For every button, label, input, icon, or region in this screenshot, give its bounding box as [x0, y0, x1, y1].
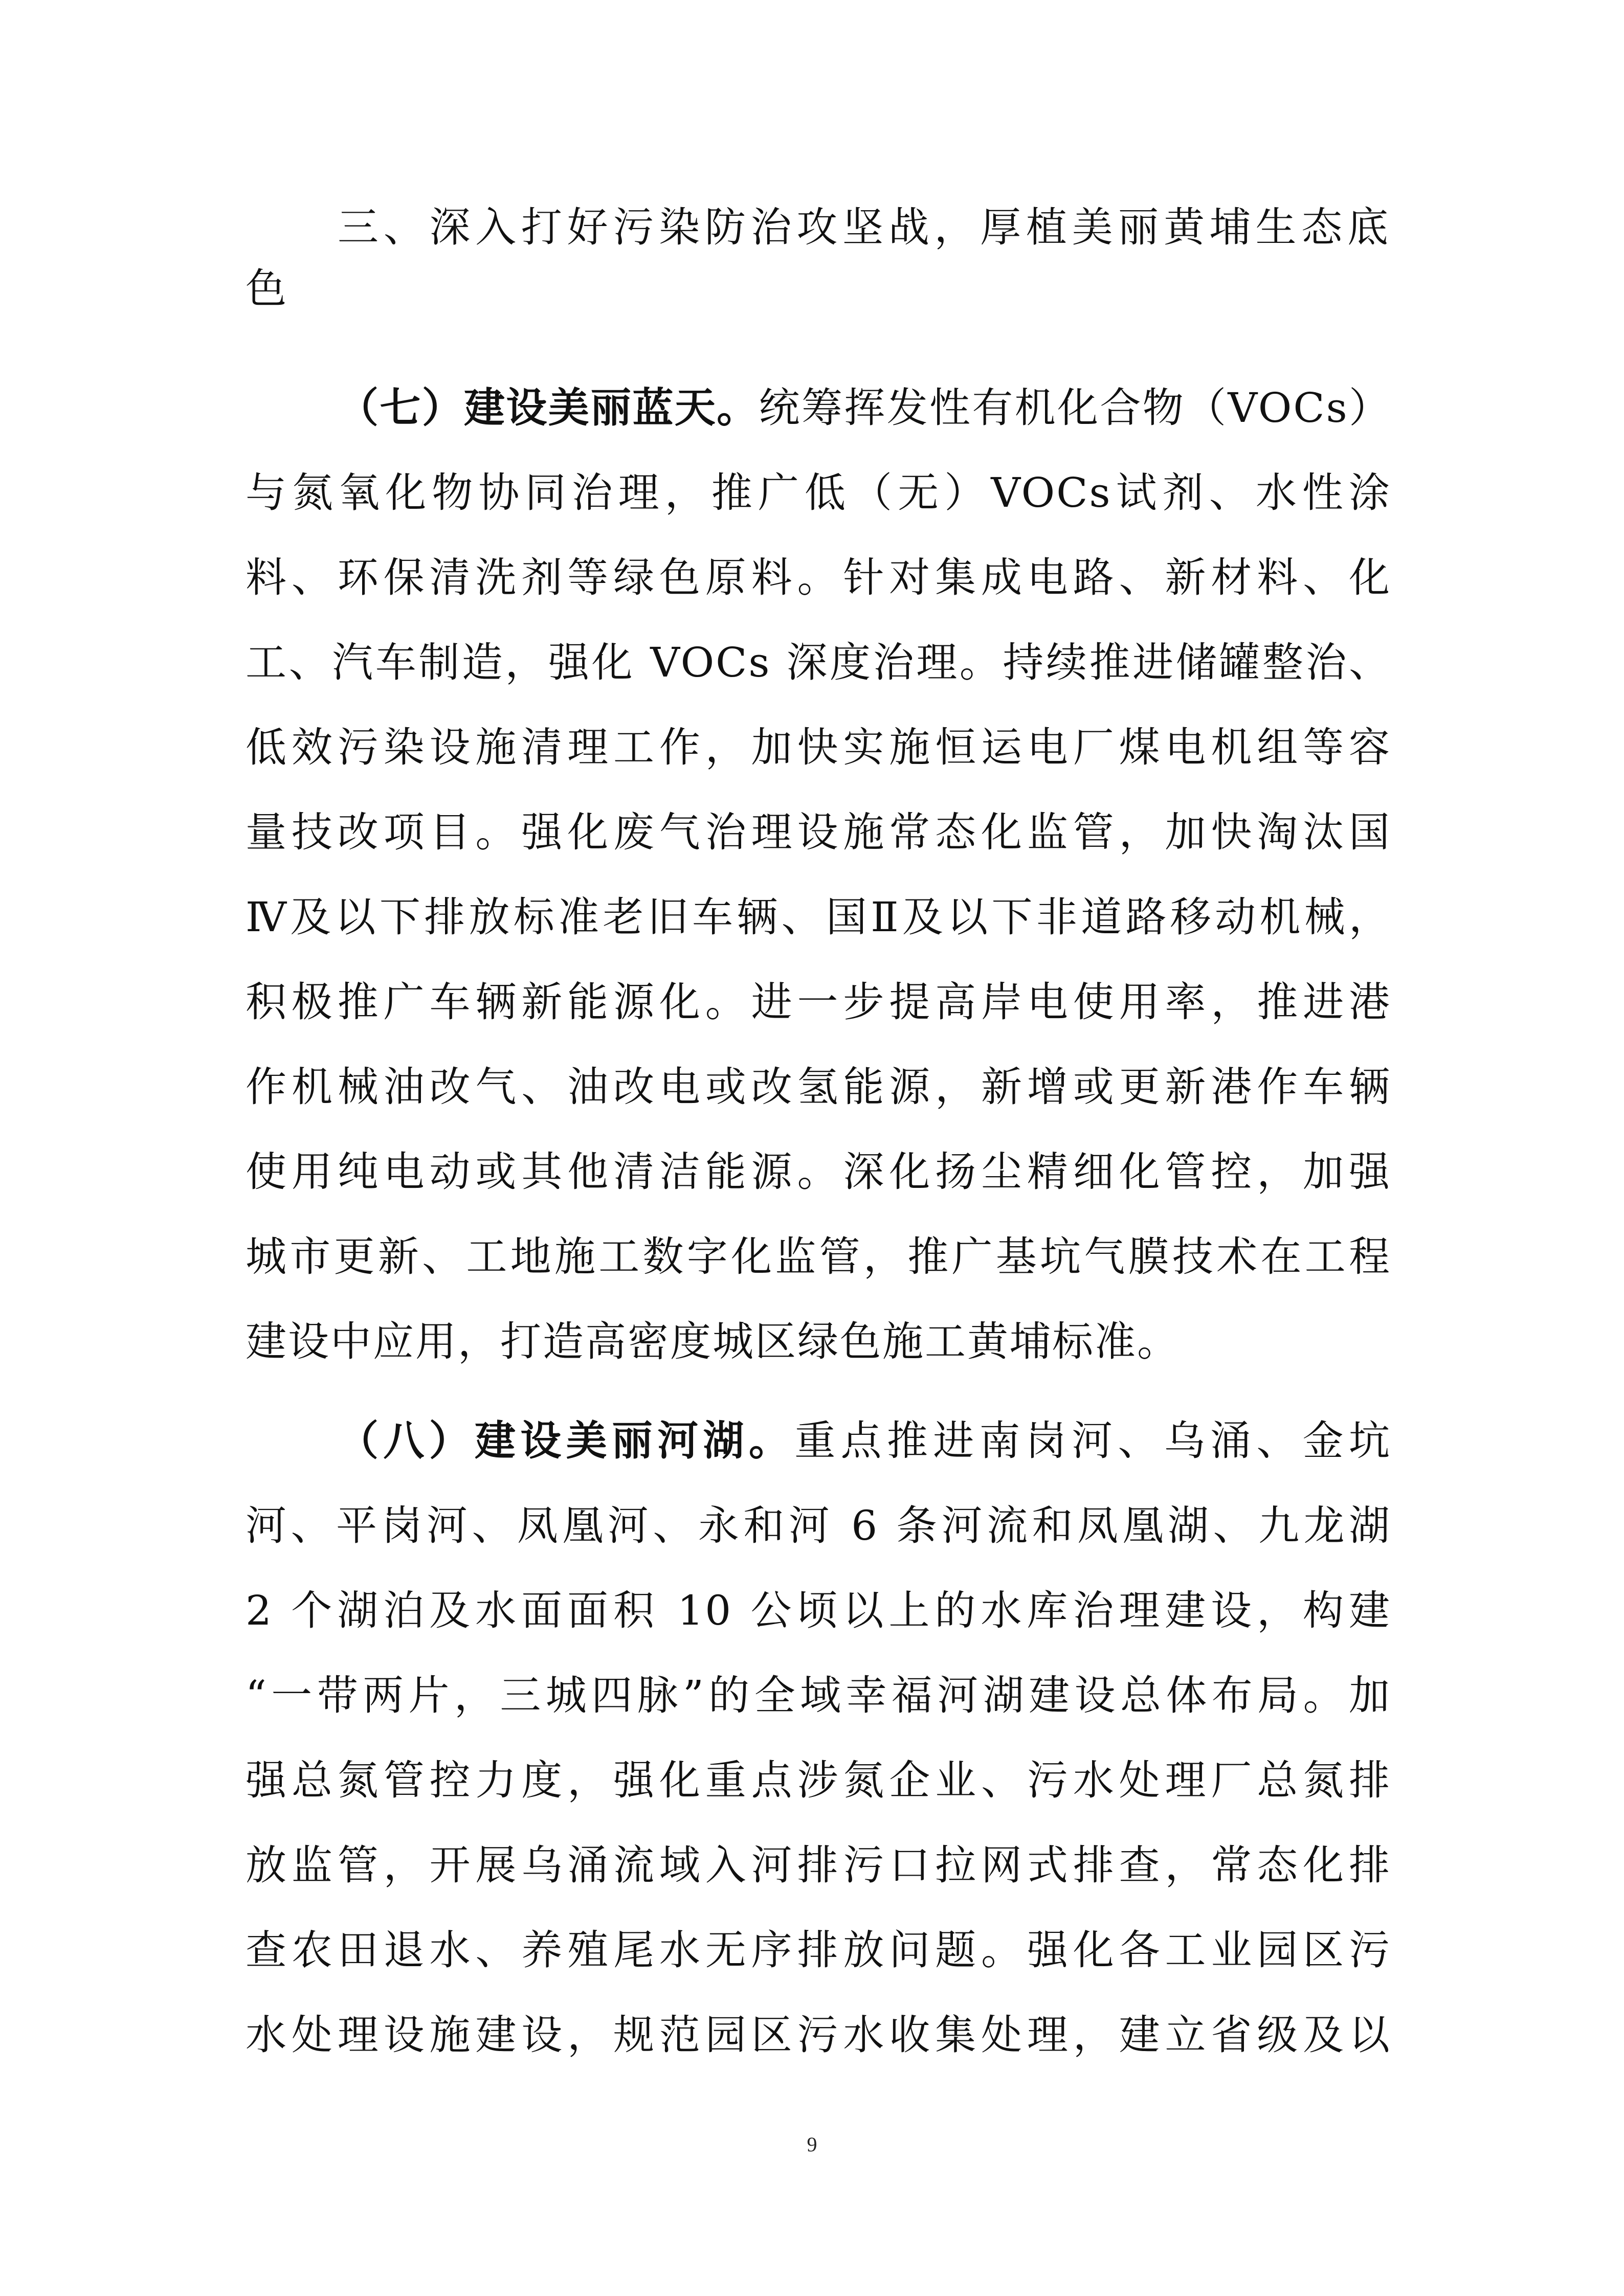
paragraph-line-text: 统筹挥发性有机化合物（VOCs）: [759, 384, 1392, 432]
paragraph-lead-title: （八）建设美丽河湖。: [338, 1417, 795, 1465]
paragraph-line: 水处理设施建设，规范园区污水收集处理，建立省级及以: [246, 2011, 1391, 2059]
paragraph-line: 与氮氧化物协同治理，推广低（无）VOCs试剂、水性涂: [246, 469, 1391, 516]
paragraph-line: [246, 1399, 1391, 1483]
paragraph-line: 查农田退水、养殖尾水无序排放问题。强化各工业园区污: [246, 1926, 1391, 1974]
paragraph-line: [246, 366, 1391, 451]
section-heading-line-1: 三、深入打好污染防治攻坚战，厚植美丽黄埔生态底: [338, 204, 1391, 251]
paragraph-lead-title: （七）建设美丽蓝天。: [338, 384, 759, 432]
paragraph-line: 放监管，开展乌涌流域入河排污口拉网式排查，常态化排: [246, 1841, 1391, 1889]
paragraph-line: 城市更新、工地施工数字化监管，推广基坑气膜技术在工程: [246, 1233, 1391, 1280]
paragraph-line: 积极推广车辆新能源化。进一步提高岸电使用率，推进港: [246, 978, 1391, 1026]
paragraph-line: 作机械油改气、油改电或改氢能源，新增或更新港作车辆: [246, 1063, 1391, 1111]
page-number: 9: [807, 2133, 817, 2156]
paragraph-line-text: 重点推进南岗河、乌涌、金坑: [794, 1417, 1392, 1465]
paragraph-line: 低效污染设施清理工作，加快实施恒运电厂煤电机组等容: [246, 724, 1391, 771]
section-heading: [246, 197, 1391, 320]
paragraph-line: 量技改项目。强化废气治理设施常态化监管，加快淘汰国: [246, 808, 1391, 856]
paragraph-line: 强总氮管控力度，强化重点涉氮企业、污水处理厂总氮排: [246, 1757, 1391, 1804]
section-heading-line-2: 色: [246, 265, 290, 312]
paragraph-line: 建设中应用，打造高密度城区绿色施工黄埔标准。: [246, 1318, 1180, 1365]
paragraph-line: Ⅳ及以下排放标准老旧车辆、国Ⅱ及以下非道路移动机械，: [246, 893, 1391, 941]
paragraph-line: 2 个湖泊及水面面积 10 公顷以上的水库治理建设，构建: [246, 1587, 1391, 1634]
paragraph-line: “一带两片，三城四脉”的全域幸福河湖建设总体布局。加: [246, 1672, 1391, 1719]
paragraph-beautiful-rivers-lakes: [246, 1399, 1391, 2078]
paragraph-beautiful-sky: [246, 366, 1391, 1384]
paragraph-line: 使用纯电动或其他清洁能源。深化扬尘精细化管控，加强: [246, 1148, 1391, 1196]
paragraph-line: 河、平岗河、凤凰河、永和河 6 条河流和凤凰湖、九龙湖: [246, 1502, 1391, 1549]
paragraph-line: 工、汽车制造，强化 VOCs 深度治理。持续推进储罐整治、: [246, 639, 1391, 686]
paragraph-line: 料、环保清洗剂等绿色原料。针对集成电路、新材料、化: [246, 554, 1391, 601]
